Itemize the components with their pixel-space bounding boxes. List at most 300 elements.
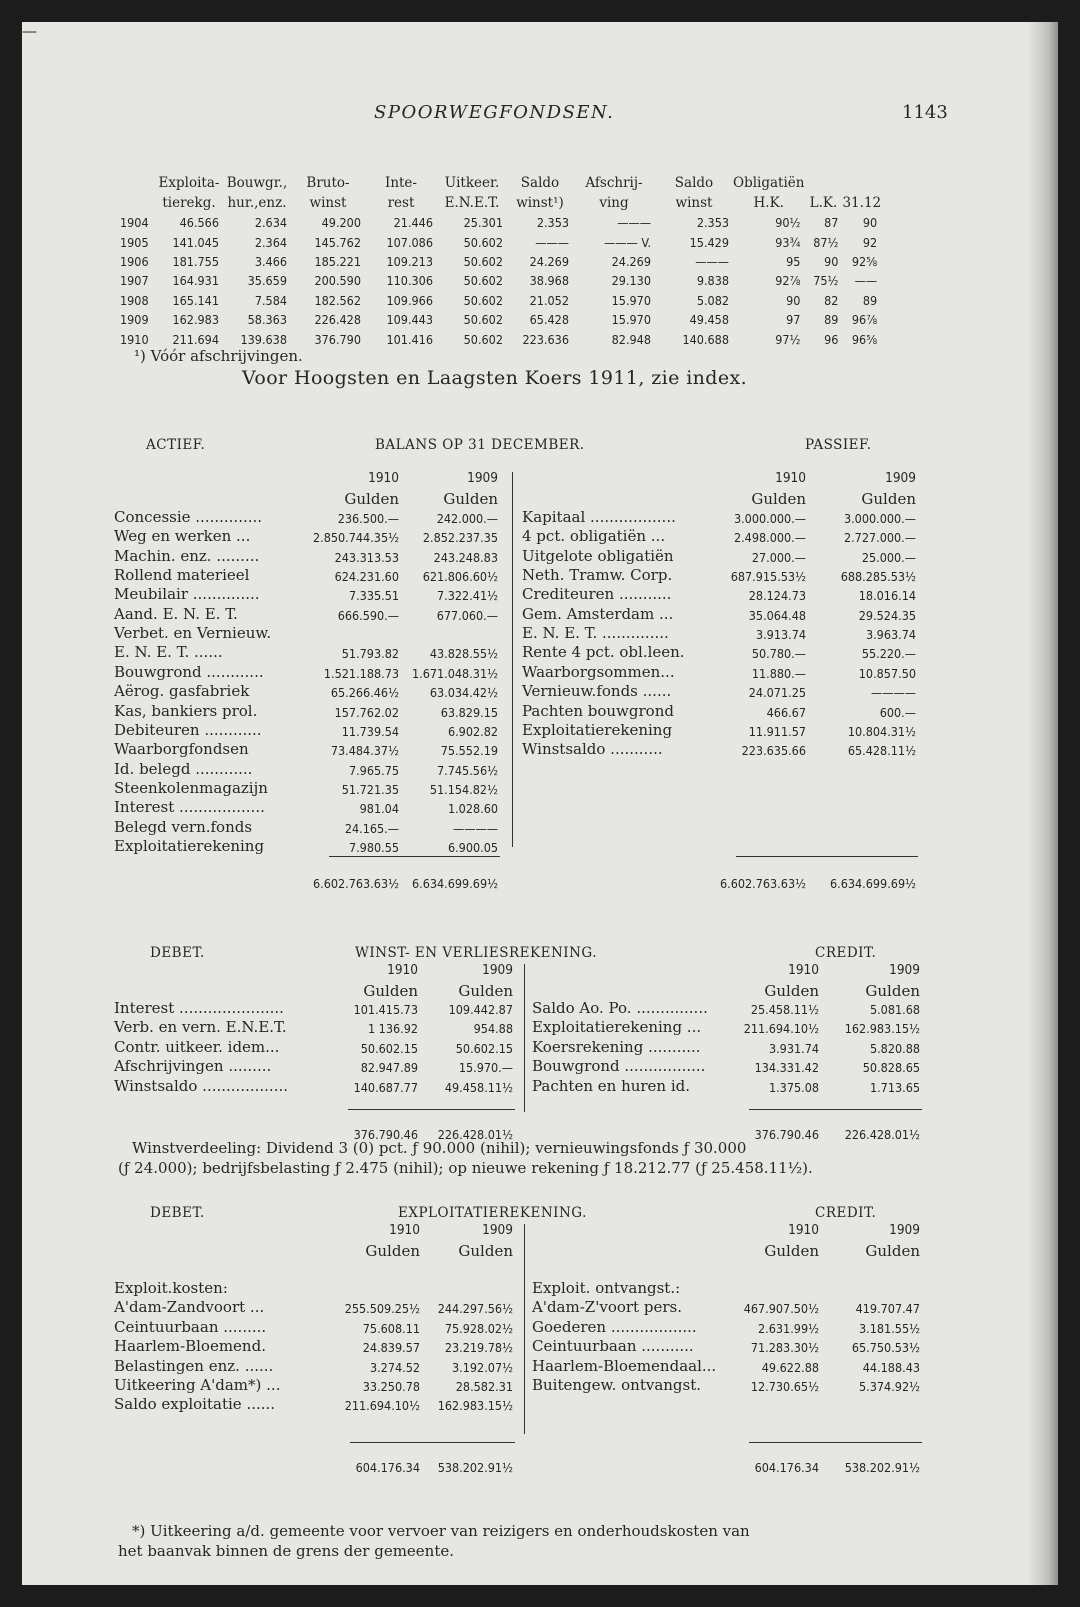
left-row-1909: 51.154.82½ [429, 781, 498, 797]
stats-value: 182.562 [314, 292, 361, 308]
left-total-1910: 376.790.46 [353, 1127, 418, 1142]
left-row-1910: 981.04 [359, 801, 399, 817]
right-row-1910: 25.458.11½ [750, 1002, 819, 1017]
stats-header-cell [120, 191, 155, 210]
right-row-1910: 35.064.48 [748, 607, 806, 623]
left-row-1910: 243.313.53 [334, 549, 399, 565]
stats-value: 21.446 [393, 215, 433, 231]
stats-value: 96⅝ [851, 331, 878, 347]
left-total-1909: 6.634.699.69½ [412, 876, 498, 891]
stats-value: —— [854, 273, 878, 289]
stats-value: 90 [824, 253, 839, 269]
right-unit-1909: Gulden [861, 490, 916, 508]
stats-value: 75½ [813, 273, 839, 289]
left-row-1910: 2.850.744.35½ [313, 530, 399, 546]
stats-value: 89 [824, 312, 839, 328]
right-row-1909: 50.828.65 [862, 1060, 920, 1076]
stats-value: 139.638 [240, 331, 287, 347]
right-row-1909: 1.713.65 [869, 1079, 920, 1095]
left-year-1909: 1909 [482, 1222, 513, 1238]
left-row-1910: 3.274.52 [369, 1359, 420, 1375]
stats-value: 164.931 [172, 273, 219, 289]
stats-value: 2.634 [254, 215, 287, 231]
left-row-label: Saldo exploitatie ...... [114, 1395, 276, 1414]
left-row-1910: 82.947.89 [360, 1060, 418, 1076]
right-total-1909: 6.634.699.69½ [830, 876, 916, 891]
left-year-1910: 1910 [389, 1222, 420, 1238]
left-row-1910: 7.335.51 [348, 588, 399, 604]
right-row-1910: 466.67 [766, 704, 806, 720]
right-row-1909: 3.963.74 [865, 627, 916, 643]
left-row-1909: 6.902.82 [447, 723, 498, 739]
exploit-title: EXPLOITATIEREKENING. [398, 1205, 587, 1221]
left-unit-1909: Gulden [458, 1242, 513, 1260]
right-row-1910: 211.694.10½ [743, 1021, 819, 1037]
right-row-1910: 1.375.08 [768, 1079, 819, 1095]
stats-value: 29.130 [611, 273, 651, 289]
center-divider [512, 472, 513, 847]
running-header [22, 102, 1058, 132]
right-row-1910: 12.730.65½ [750, 1379, 819, 1394]
right-row-1910: 687.915.53½ [730, 569, 806, 585]
stats-header-cell: Obligatiën [733, 175, 805, 192]
left-row-label: Aand. E. N. E. T. [114, 604, 238, 623]
center-divider [524, 964, 525, 1112]
left-row-1910: 666.590.— [337, 607, 399, 623]
right-row-1909: 5.081.68 [869, 1002, 920, 1017]
right-row-1910: 11.911.57 [748, 723, 806, 739]
stats-header-cell: Exploita- [158, 175, 220, 192]
left-row-label: Rollend materieel [114, 566, 250, 585]
stats-value: 9.838 [696, 273, 729, 289]
exploit-footnote-line-2: het baanvak binnen de grens der gemeente. [118, 1542, 455, 1560]
running-title: SPOORWEGFONDSEN. [374, 102, 615, 123]
right-row-label: Winstsaldo ........... [522, 740, 663, 759]
left-row-label: Verbet. en Vernieuw. [114, 624, 272, 643]
stats-value: 50.602 [463, 234, 503, 250]
left-year-1910: 1910 [368, 470, 399, 486]
stats-value: 101.416 [386, 331, 433, 347]
stats-value: 92 [862, 234, 878, 250]
right-total-rule [749, 1442, 922, 1443]
right-unit-1910: Gulden [764, 982, 819, 1000]
stats-header-cell: tierekg. [162, 194, 216, 211]
right-row-1910: 71.283.30½ [750, 1340, 819, 1356]
stats-value: 95 [786, 253, 801, 269]
stats-year-row [120, 211, 881, 230]
stats-value: 92⅝ [851, 253, 878, 269]
winstverdeeling-line-2: (ƒ 24.000); bedrijfsbelasting ƒ 2.475 (nihil); op nieuwe rekening ƒ 18.212.77 (ƒ 25.458.11½). [118, 1159, 813, 1177]
left-row-label: Ceintuurbaan ......... [114, 1317, 267, 1336]
right-row-label: Exploit. ontvangst.: [532, 1279, 681, 1297]
left-row-1910: 24.165.— [344, 820, 399, 836]
stats-footnote: ¹) Vóór afschrijvingen. [134, 347, 303, 365]
left-row-1909: 1.671.048.31½ [412, 665, 498, 681]
right-row-1910: 3.913.74 [755, 627, 806, 643]
left-row-1909: 23.219.78½ [444, 1340, 513, 1356]
left-row-label: Steenkolenmagazijn [114, 778, 268, 797]
right-year-1910: 1910 [775, 470, 806, 486]
stats-year: 1909 [120, 312, 149, 328]
left-total-1909: 226.428.01½ [437, 1127, 513, 1142]
right-row-label: Crediteuren ........... [522, 585, 672, 604]
right-row-1909: 18.016.14 [858, 588, 916, 604]
left-row-1910: 1.521.188.73 [323, 665, 399, 681]
left-row-label: Verb. en vern. E.N.E.T. [114, 1018, 287, 1037]
stats-value: 15.970 [611, 312, 651, 328]
left-row-1909: 242.000.— [436, 511, 498, 526]
right-unit-1910: Gulden [764, 1242, 819, 1260]
right-row-label: Gem. Amsterdam ... [522, 604, 674, 623]
stats-year: 1910 [120, 331, 149, 347]
stats-value: 97½ [775, 331, 801, 347]
left-row-1910: 73.484.37½ [330, 743, 399, 759]
stats-value: 90 [862, 215, 878, 231]
right-row-1910: 28.124.73 [748, 588, 806, 604]
stats-value: 109.443 [386, 312, 433, 328]
stats-year-row [120, 269, 881, 288]
right-unit-1909: Gulden [865, 1242, 920, 1260]
winst-credit-caption: CREDIT. [815, 945, 877, 961]
right-row-label: Ceintuurbaan ........... [532, 1337, 694, 1356]
right-row-1910: 24.071.25 [748, 685, 806, 701]
left-row-1910: 11.739.54 [341, 723, 399, 739]
left-row-1910: 7.980.55 [348, 839, 399, 855]
left-total-1909: 538.202.91½ [437, 1460, 513, 1475]
left-unit-1910: Gulden [365, 1242, 420, 1260]
right-row-1909: 688.285.53½ [840, 569, 916, 585]
stats-value: 50.602 [463, 273, 503, 289]
stats-value: 109.966 [386, 292, 433, 308]
stats-header-cell: Saldo [674, 175, 714, 192]
right-row-label: Saldo Ao. Po. ............... [532, 999, 708, 1017]
right-row-label: Bouwgrond ................. [532, 1057, 706, 1076]
balans-passief-caption: PASSIEF. [805, 437, 872, 453]
right-row-1909: 10.857.50 [858, 665, 916, 681]
right-total-rule [736, 856, 918, 857]
stats-value: 24.269 [611, 253, 651, 269]
stats-value: 226.428 [314, 312, 361, 328]
right-year-1909: 1909 [889, 962, 920, 978]
stats-value: 58.363 [247, 312, 287, 328]
stats-value: 82.948 [611, 331, 651, 347]
right-total-rule [749, 1109, 922, 1110]
stats-header-cell: Saldo [520, 175, 560, 192]
stats-header-cell: E.N.E.T. [444, 194, 500, 211]
stats-value: 49.458 [689, 312, 729, 328]
right-row-1909: 65.750.53½ [851, 1340, 920, 1356]
winst-debet-caption: DEBET. [150, 945, 205, 961]
left-year-1909: 1909 [467, 470, 498, 486]
left-row-1909: 244.297.56½ [437, 1301, 513, 1317]
left-row-1910: 140.687.77 [353, 1079, 418, 1095]
stats-header-cell: Afschrij- [585, 175, 643, 192]
left-row-label: Bouwgrond ............ [114, 662, 264, 681]
stats-header-cell: H.K. [753, 194, 784, 211]
stats-value: 50.602 [463, 292, 503, 308]
left-row-1909: 677.060.— [436, 607, 498, 623]
stats-value: 50.602 [463, 331, 503, 347]
right-row-1910: 2.631.99½ [758, 1320, 819, 1336]
left-row-label: A'dam-Zandvoort ... [114, 1298, 265, 1317]
right-row-1909: 162.983.15½ [844, 1021, 920, 1037]
stats-year-row [120, 230, 881, 249]
stats-header-cell [804, 172, 842, 191]
left-row-1909: 75.552.19 [440, 743, 498, 759]
right-row-label: Pachten en huren id. [532, 1076, 691, 1095]
left-row-1909: 162.983.15½ [437, 1398, 513, 1414]
left-row-1910: 157.762.02 [334, 704, 399, 720]
left-total-1910: 6.602.763.63½ [313, 876, 399, 891]
left-row-1910: 624.231.60 [334, 569, 399, 585]
left-row-1909: 621.806.60½ [422, 569, 498, 585]
right-row-1910: 223.635.66 [741, 743, 806, 759]
stats-year: 1906 [120, 253, 149, 269]
left-row-1909: 15.970.— [458, 1060, 513, 1076]
stats-value: 200.590 [314, 273, 361, 289]
stats-value: 162.983 [172, 312, 219, 328]
right-row-label: Goederen .................. [532, 1317, 697, 1336]
stats-year-row [120, 327, 881, 346]
stats-value: 2.364 [254, 234, 287, 250]
right-row-label: Neth. Tramw. Corp. [522, 566, 673, 585]
left-row-label: Belastingen enz. ...... [114, 1356, 274, 1375]
right-total-1910: 604.176.34 [754, 1460, 819, 1475]
stats-header-cell: winst [675, 194, 713, 211]
left-row-1909: 7.322.41½ [437, 588, 498, 604]
left-total-rule [350, 1442, 515, 1443]
left-row-1909: 49.458.11½ [444, 1079, 513, 1095]
right-row-1910: 11.880.— [751, 665, 806, 681]
stats-header-cell [120, 172, 155, 191]
left-row-1910: 1 136.92 [367, 1021, 418, 1037]
left-year-1909: 1909 [482, 962, 513, 978]
right-row-label: A'dam-Z'voort pers. [532, 1298, 682, 1317]
left-row-1910: 24.839.57 [362, 1340, 420, 1356]
stats-value: 49.200 [321, 215, 361, 231]
right-row-1909: 25.000.— [861, 549, 916, 565]
stats-header-cell: 31.12 [842, 194, 882, 211]
stats-value: 89 [862, 292, 878, 308]
left-row-label: Kas, bankiers prol. [114, 701, 258, 720]
left-row-1910: 255.509.25½ [344, 1301, 420, 1317]
left-row-1910: 65.266.46½ [330, 685, 399, 701]
left-row-label: Haarlem-Bloemend. [114, 1337, 266, 1356]
right-total-1909: 538.202.91½ [844, 1460, 920, 1475]
stats-value: 110.306 [386, 273, 433, 289]
stats-value: 15.970 [611, 292, 651, 308]
right-year-1910: 1910 [788, 1222, 819, 1238]
right-total-1910: 376.790.46 [754, 1127, 819, 1142]
stats-value: 46.566 [179, 215, 219, 231]
stats-value: 87½ [813, 234, 839, 250]
right-row-1909: 44.188.43 [862, 1359, 920, 1375]
right-row-1909: 5.820.88 [869, 1040, 920, 1056]
stats-value: 50.602 [463, 312, 503, 328]
balans-actief-caption: ACTIEF. [146, 437, 206, 453]
right-unit-1910: Gulden [751, 490, 806, 508]
left-row-label: Contr. uitkeer. idem... [114, 1037, 280, 1056]
stats-value: 109.213 [386, 253, 433, 269]
left-row-1909: 109.442.87 [448, 1002, 513, 1017]
stats-value: 50.602 [463, 253, 503, 269]
right-row-1910: 467.907.50½ [743, 1301, 819, 1317]
stats-header-cell: winst¹) [516, 194, 564, 211]
left-row-label: Weg en werken ... [114, 527, 251, 546]
right-row-1909: 5.374.92½ [859, 1379, 920, 1394]
left-total-1910: 604.176.34 [355, 1460, 420, 1475]
stats-year: 1905 [120, 234, 149, 250]
right-row-1909: ———— [871, 685, 916, 701]
left-row-1909: 3.192.07½ [452, 1359, 513, 1375]
right-row-label: Exploitatierekening [522, 720, 673, 739]
left-row-label: E. N. E. T. ...... [114, 643, 223, 662]
left-row-label: Meubilair .............. [114, 585, 260, 604]
stats-value: 96 [824, 331, 839, 347]
stats-value: 24.269 [529, 253, 569, 269]
left-unit-1910: Gulden [363, 982, 418, 1000]
stats-value: 97 [786, 312, 801, 328]
stats-header-cell: Inte- [384, 175, 417, 192]
left-row-label: Uitkeering A'dam*) ... [114, 1376, 281, 1394]
left-row-1909: 954.88 [473, 1021, 513, 1037]
stats-year-row [120, 250, 881, 269]
right-row-label: Haarlem-Bloemendaal... [532, 1356, 717, 1375]
book-page [22, 22, 1058, 1585]
stats-value: 5.082 [696, 292, 729, 308]
left-row-label: Id. belegd ............ [114, 759, 253, 778]
exploit-debet-caption: DEBET. [150, 1205, 205, 1221]
stats-value: 145.762 [314, 234, 361, 250]
stats-value: 90 [786, 292, 801, 308]
left-row-label: Debiteuren ............ [114, 720, 262, 739]
right-row-label: Uitgelote obligatiën [522, 546, 674, 565]
left-total-rule [329, 856, 500, 857]
right-row-label: Buitengew. ontvangst. [532, 1376, 702, 1394]
exploit-credit-caption: CREDIT. [815, 1205, 877, 1221]
stats-value: 165.141 [172, 292, 219, 308]
stats-value: 2.353 [536, 215, 569, 231]
right-row-1909: 3.181.55½ [859, 1320, 920, 1336]
left-row-1909: 1.028.60 [447, 801, 498, 817]
right-row-label: 4 pct. obligatiën ... [522, 527, 666, 546]
balans-title: BALANS OP 31 DECEMBER. [375, 437, 585, 453]
left-row-1909: 50.602.15 [455, 1040, 513, 1056]
stats-value: 38.968 [529, 273, 569, 289]
right-row-label: Rente 4 pct. obl.leen. [522, 643, 685, 662]
left-row-1909: 7.745.56½ [437, 762, 498, 778]
stats-value: 90½ [775, 215, 801, 231]
right-row-1910: 3.931.74 [768, 1040, 819, 1056]
winstverdeeling-line-1: Winstverdeeling: Dividend 3 (0) pct. ƒ 90.000 (nihil); vernieuwingsfonds ƒ 30.000 [132, 1139, 747, 1157]
left-row-1910: 236.500.— [337, 511, 399, 526]
left-row-1909: 2.852.237.35 [422, 530, 498, 546]
stats-value: 223.636 [522, 331, 569, 347]
left-row-label: Afschrijvingen ......... [114, 1057, 272, 1076]
stats-value: 87 [824, 215, 839, 231]
exploitation-statistics-table [120, 172, 881, 347]
left-year-1910: 1910 [387, 962, 418, 978]
stats-header-cell: ving [599, 194, 629, 211]
left-row-label: Winstsaldo .................. [114, 1076, 289, 1095]
right-row-1910: 50.780.— [751, 646, 806, 662]
left-row-1910: 101.415.73 [353, 1002, 418, 1017]
stats-header-cell: Bruto- [306, 175, 350, 192]
stats-value: 3.466 [254, 253, 287, 269]
stats-year-row [120, 288, 881, 307]
stats-value: 92⅞ [775, 273, 801, 289]
stats-header-cell: winst [309, 194, 347, 211]
left-row-1909: 63.034.42½ [429, 685, 498, 701]
stats-value: ——— V. [604, 234, 651, 250]
left-row-1909: 6.900.05 [447, 839, 498, 855]
right-row-label: Koersrekening ........... [532, 1037, 701, 1056]
left-row-label: Belegd vern.fonds [114, 817, 253, 836]
stats-value: 140.688 [682, 331, 729, 347]
stats-value: 82 [824, 292, 839, 308]
right-row-1910: 134.331.42 [754, 1060, 819, 1076]
stats-value: ——— [617, 215, 651, 231]
center-divider [524, 1224, 525, 1434]
stats-value: 35.659 [247, 273, 287, 289]
left-row-1909: 43.828.55½ [429, 646, 498, 662]
left-row-1910: 33.250.78 [362, 1379, 420, 1394]
stats-value: 93¾ [775, 234, 801, 250]
right-row-1909: 600.— [879, 704, 916, 720]
right-row-1909: 3.000.000.— [843, 511, 916, 526]
stats-value: 376.790 [314, 331, 361, 347]
left-row-1910: 7.965.75 [348, 762, 399, 778]
stats-year: 1904 [120, 215, 149, 231]
left-row-label: Concessie .............. [114, 508, 263, 526]
left-row-label: Machin. enz. ......... [114, 546, 260, 565]
stats-header-row [120, 172, 881, 191]
right-year-1909: 1909 [885, 470, 916, 486]
right-year-1909: 1909 [889, 1222, 920, 1238]
left-row-1909: ———— [453, 820, 498, 836]
left-unit-1909: Gulden [458, 982, 513, 1000]
left-unit-1909: Gulden [443, 490, 498, 508]
stats-value: ——— [695, 253, 729, 269]
right-row-1909: 55.220.— [861, 646, 916, 662]
stats-value: ——— [535, 234, 569, 250]
stats-header-cell [842, 172, 881, 191]
winst-title: WINST- EN VERLIESREKENING. [355, 945, 598, 961]
right-total-1910: 6.602.763.63½ [720, 876, 806, 891]
stats-value: 2.353 [696, 215, 729, 231]
left-row-1910: 75.608.11 [362, 1320, 420, 1336]
stats-year-row [120, 308, 881, 327]
stats-header-cell: Uitkeer. [444, 175, 500, 192]
left-total-rule [348, 1109, 515, 1110]
left-row-label: Interest .................. [114, 798, 265, 817]
left-row-1910: 211.694.10½ [344, 1398, 420, 1414]
stats-value: 15.429 [689, 234, 729, 250]
right-year-1910: 1910 [788, 962, 819, 978]
left-row-label: Interest ...................... [114, 999, 284, 1017]
stats-value: 185.221 [314, 253, 361, 269]
stats-year: 1908 [120, 292, 149, 308]
right-row-label: E. N. E. T. .............. [522, 624, 669, 643]
right-row-label: Pachten bouwgrond [522, 701, 674, 720]
page-number: 1143 [902, 102, 948, 123]
credit-dash: — [22, 22, 37, 40]
stats-value: 107.086 [386, 234, 433, 250]
stats-value: 21.052 [529, 292, 569, 308]
left-row-1910: 51.793.82 [341, 646, 399, 662]
exploit-footnote-line-1: *) Uitkeering a/d. gemeente voor vervoer van reizigers en onderhoudskosten van [132, 1522, 750, 1540]
right-row-label: Waarborgsommen... [522, 662, 675, 681]
